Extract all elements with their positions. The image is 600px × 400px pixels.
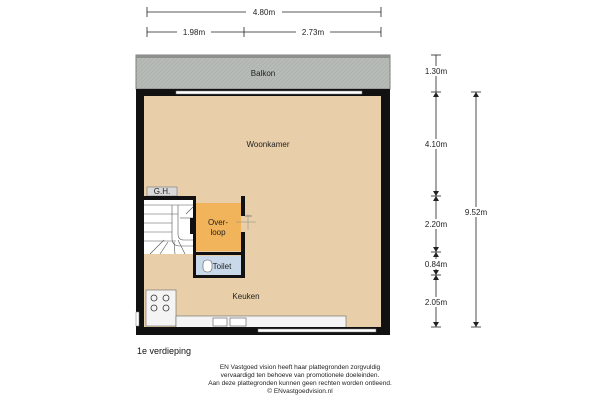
stair-tag-label: G.H. <box>153 187 171 196</box>
room-label-kitchen: Keuken <box>232 292 260 301</box>
dim-toilet-depth: 0.84m <box>424 260 448 269</box>
dim-living-depth: 4.10m <box>424 140 448 149</box>
floor-label: 1e verdieping <box>137 346 192 356</box>
room-label-toilet: Toilet <box>212 262 232 271</box>
toilet-bowl-icon <box>203 260 212 272</box>
room-label-living: Woonkamer <box>246 140 290 149</box>
disclaimer <box>0 364 600 396</box>
dim-right-width: 2.73m <box>301 28 325 37</box>
dim-kitchen-depth: 2.05m <box>424 298 448 307</box>
dim-total-depth: 9.52m <box>464 208 488 217</box>
sink-icon <box>213 318 227 326</box>
window-bottom <box>258 329 376 332</box>
disclaimer-line-2: vervaardigd ten behoeve van promotionele doeleinden. <box>220 372 380 379</box>
dim-balcony-depth: 1.30m <box>424 67 448 76</box>
sink-icon <box>230 318 246 326</box>
dim-left-width: 1.98m <box>182 28 206 37</box>
window-top <box>176 91 362 94</box>
disclaimer-line-4: © ENvastgoedvision.nl <box>267 388 333 395</box>
room-label-landing-1: Over- <box>208 218 228 227</box>
disclaimer-line-3: Aan deze plattegronden kunnen geen rechten worden ontleend. <box>208 380 392 387</box>
dim-total-width: 4.80m <box>252 8 276 17</box>
window-left <box>136 312 139 326</box>
disclaimer-line-1: EN Vastgoed vision heeft haar plattegronden zorgvuldig <box>219 364 381 371</box>
stair-rail <box>190 218 193 234</box>
room-label-balcony: Balkon <box>250 69 276 78</box>
landing-floor <box>196 203 241 251</box>
dim-landing-depth: 2.20m <box>424 220 448 229</box>
room-label-landing-2: loop <box>210 228 226 237</box>
